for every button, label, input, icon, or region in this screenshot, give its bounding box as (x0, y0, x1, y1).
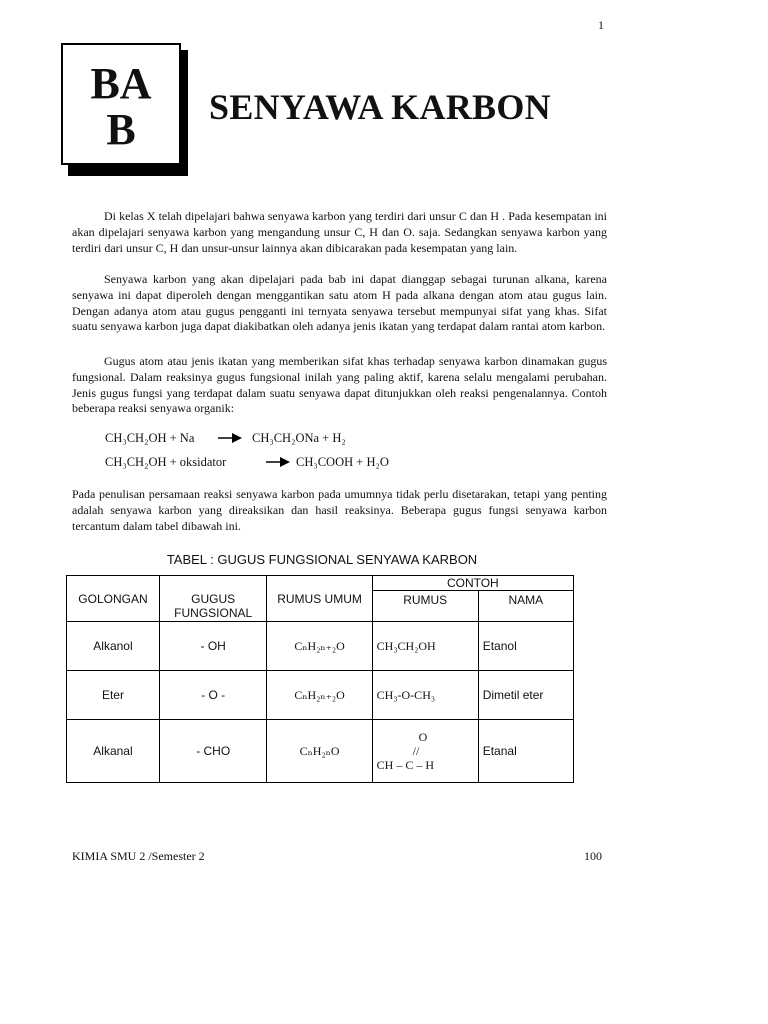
header-golongan: GOLONGAN (67, 576, 160, 622)
paragraph-1: Di kelas X telah dipelajari bahwa senyawa karbon yang terdiri dari unsur C dan H . Pada kesempatan ini akan dipelajari senyawa karbon yang mengandung unsur C, H dan O. saja. Sedangkan senyawa karbon yang terdiri dari unsur C, H dan unsur-unsur lainnya akan dibicarakan pada kesempatan yang lain. (72, 209, 607, 255)
cell-rumus-structure: O // CH – C – H (372, 720, 478, 783)
table-header-row (67, 576, 574, 591)
page-number: 1 (598, 18, 604, 32)
cell-rumus-umum: CₙH₂ₙO (267, 720, 372, 783)
reaction-2-left: CH₃CH₂OH + oksidator (105, 455, 227, 469)
paragraph-3: Gugus atom atau jenis ikatan yang memberikan sifat khas terhadap senyawa karbon dinamakan gugus fungsional. Dalam reaksinya gugus fungsional inilah yang paling aktif, karena selalu mengalami perubahan. Jenis gugus fungsi yang terdapat dalam suatu senyawa dapat ditunjukkan oleh reaksi pengenalannya. Contoh beberapa reaksi senyawa organik: (72, 354, 607, 416)
header-rumus-umum: RUMUS UMUM (267, 576, 372, 622)
cell-rumus: CH₃-O-CH₃ (372, 671, 478, 720)
cell-nama: Etanol (478, 622, 573, 671)
reaction-1-right: CH₃CH₂ONa + H₂ (252, 431, 346, 445)
cell-rumus-umum: CₙH₂ₙ₊₂O (267, 622, 372, 671)
reaction-1-left: CH₃CH₂OH + Na (105, 431, 195, 445)
cell-golongan: Eter (67, 671, 160, 720)
footer-course: KIMIA SMU 2 /Semester 2 (72, 849, 205, 863)
header-rumus: RUMUS (372, 591, 478, 622)
paragraph-2: Senyawa karbon yang akan dipelajari pada bab ini dapat dianggap sebagai turunan alkana, karena senyawa ini dapat diperoleh dengan menggantikan satu atom H pada alkana dengan atom atau gugus lain. Dengan adanya atom atau gugus pengganti ini ternyata senyawa tersebut mempunyai sifat yang khas. Sifat suatu senyawa karbon juga dapat diakibatkan oleh adanya jenis ikatan yang terdapat dalam rantai atom karbon. (72, 272, 607, 334)
reaction-arrow-icon (218, 432, 242, 448)
table-row (67, 622, 574, 671)
table-row (67, 671, 574, 720)
cell-nama: Etanal (478, 720, 573, 783)
table-caption: TABEL : GUGUS FUNGSIONAL SENYAWA KARBON (166, 552, 478, 567)
cell-gugus: - OH (159, 622, 267, 671)
header-gugus-fungsional: GUGUS FUNGSIONAL (159, 576, 267, 622)
paragraph-4: Pada penulisan persamaan reaksi senyawa karbon pada umumnya tidak perlu disetarakan, tetapi yang penting adalah senyawa karbon yang direaksikan dan hasil reaksinya. Beberapa gugus fungsi senyawa karbon tercantum dalam tabel dibawah ini. (72, 487, 607, 533)
cell-rumus: CH₃CH₂OH (372, 622, 478, 671)
footer-page-number: 100 (584, 849, 602, 863)
cell-golongan: Alkanol (67, 622, 160, 671)
chapter-label-line2: B (106, 105, 136, 154)
cell-golongan: Alkanal (67, 720, 160, 783)
cell-gugus: - O - (159, 671, 267, 720)
cell-rumus-umum: CₙH₂ₙ₊₂O (267, 671, 372, 720)
header-contoh: CONTOH (372, 576, 573, 591)
table-row (67, 720, 574, 783)
header-nama: NAMA (478, 591, 573, 622)
chapter-label-line1: BA (90, 59, 152, 108)
reaction-arrow-icon (266, 456, 290, 472)
cell-gugus: - CHO (159, 720, 267, 783)
functional-group-table (66, 575, 574, 783)
reaction-2-right: CH₃COOH + H₂O (296, 455, 389, 469)
chapter-title: SENYAWA KARBON (209, 87, 551, 127)
chapter-label-box (61, 43, 181, 165)
cell-nama: Dimetil eter (478, 671, 573, 720)
